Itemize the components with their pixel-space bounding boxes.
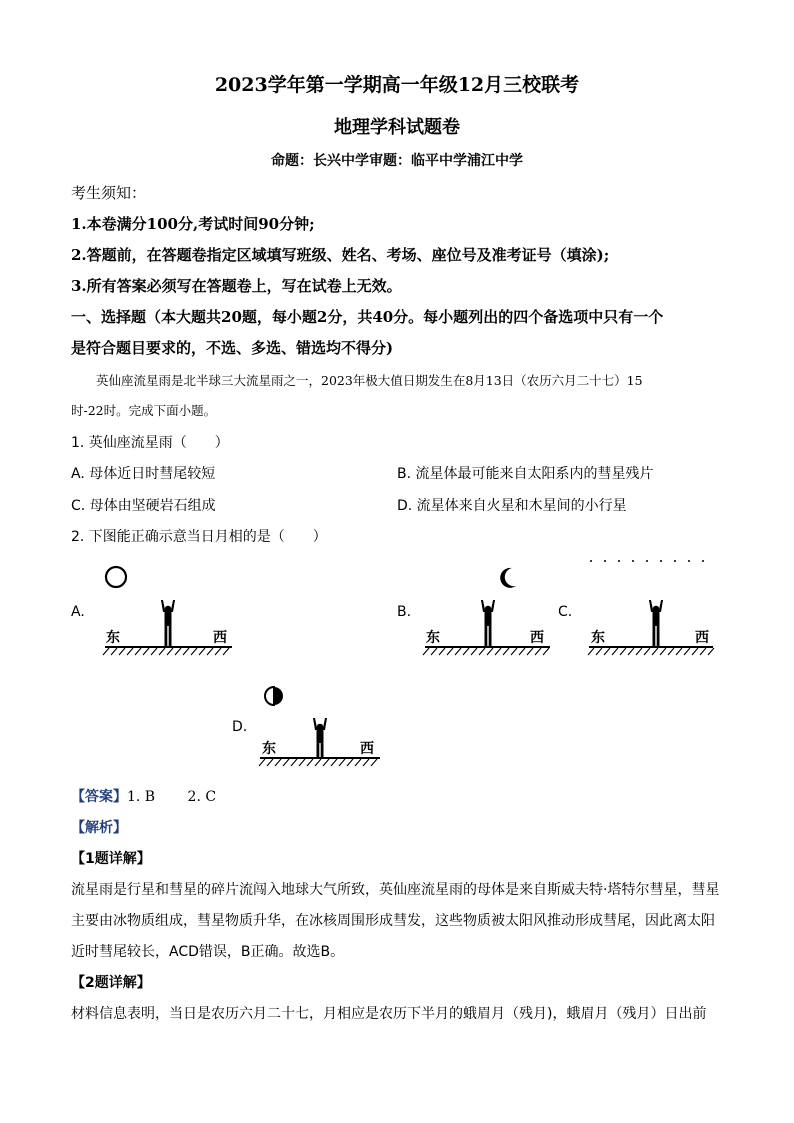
ground-hatching [423,648,549,655]
east-label: 东 [262,741,276,757]
west-label: 西 [530,630,544,646]
answer-line [71,786,216,806]
detail-2-line-1: 材料信息表明，当日是农历六月二十七，月相应是农历下半月的蛾眉月（残月)，蛾眉月（残月）日出前 [71,1006,707,1022]
person-icon [649,600,663,647]
detail-1-line-3: 近时彗尾较长，ACD错误，B正确。故选B。 [71,944,345,960]
crescent-moon-icon [500,568,516,588]
figure-c [585,553,720,665]
notice-item-1: 1.本卷满分100分,考试时间90分钟; [71,215,315,233]
answer-tag: 【答案】 [71,789,127,805]
notice-item-3: 3.所有答案必须写在答题卷上，写在试卷上无效。 [71,277,402,295]
ground-hatching [588,648,714,655]
question-2-stem: 2. 下图能正确示意当日月相的是（ ） [71,529,327,545]
person-icon [161,600,175,647]
figure-a-label: A. [71,604,85,620]
figure-c-label: C. [558,604,573,620]
crescent-moon-icon [619,568,635,587]
west-label: 西 [213,630,227,646]
passage-line1: 英仙座流星雨是北半球三大流星雨之一，2023年极大值日期发生在8月13日（农历六月二十七）15 [96,373,643,388]
east-label: 东 [426,630,440,646]
section-heading-line1: 一、选择题（本大题共20题，每小题2分，共40分。每小题列出的四个备选项中只有一个 [71,308,664,326]
detail-1-tag: 【1题详解】 [71,851,151,867]
west-label: 西 [695,630,709,646]
figure-b-label: B. [397,604,412,620]
notice-heading: 考生须知： [71,184,147,202]
figure-b [420,560,560,665]
east-label: 东 [591,630,605,646]
dotted-border [590,560,704,562]
figure-d-label: D. [232,719,248,735]
person-icon [313,718,327,758]
section-heading-line2: 是符合题目要求的，不选、多选、错选均不得分) [71,339,394,357]
exam-title: 2023学年第一学期高一年级12月三校联考 [214,74,580,96]
half-moon-icon [265,687,283,705]
question-1-stem: 1. 英仙座流星雨（ ） [71,435,229,451]
passage-line2: 时-22时。完成下面小题。 [71,403,217,418]
question-1-option-a: A. 母体近日时彗尾较短 [71,466,216,482]
question-1-option-b: B. 流星体最可能来自太阳系内的彗星残片 [397,466,654,482]
detail-1-line-1: 流星雨是行星和彗星的碎片流闯入地球大气所致，英仙座流星雨的母体是来自斯威夫特·塔特尔彗星，彗星 [71,882,720,898]
notice-item-2: 2.答题前，在答题卷指定区域填写班级、姓名、考场、座位号及准考证号（填涂); [71,246,610,264]
exam-authors: 命题：长兴中学审题：临平中学浦江中学 [271,153,523,169]
detail-1-line-2: 主要由冰物质组成，彗星物质升华，在冰核周围形成彗发，这些物质被太阳风推动形成彗尾，因此离太阳 [71,913,715,929]
figure-a [100,560,240,665]
full-moon-icon [106,567,126,587]
question-1-option-d: D. 流星体来自火星和木星间的小行星 [397,498,627,514]
ground-hatching [103,648,229,655]
ground-hatching [259,759,377,766]
exam-subtitle: 地理学科试题卷 [334,117,460,138]
answer-text: 1. B 2. C [127,789,217,805]
detail-2-tag: 【2题详解】 [71,975,151,991]
east-label: 东 [106,630,120,646]
figure-d [256,680,386,770]
question-1-option-c: C. 母体由坚硬岩石组成 [71,498,216,514]
person-icon [481,600,495,647]
analysis-tag: 【解析】 [71,820,127,836]
west-label: 西 [360,741,374,757]
